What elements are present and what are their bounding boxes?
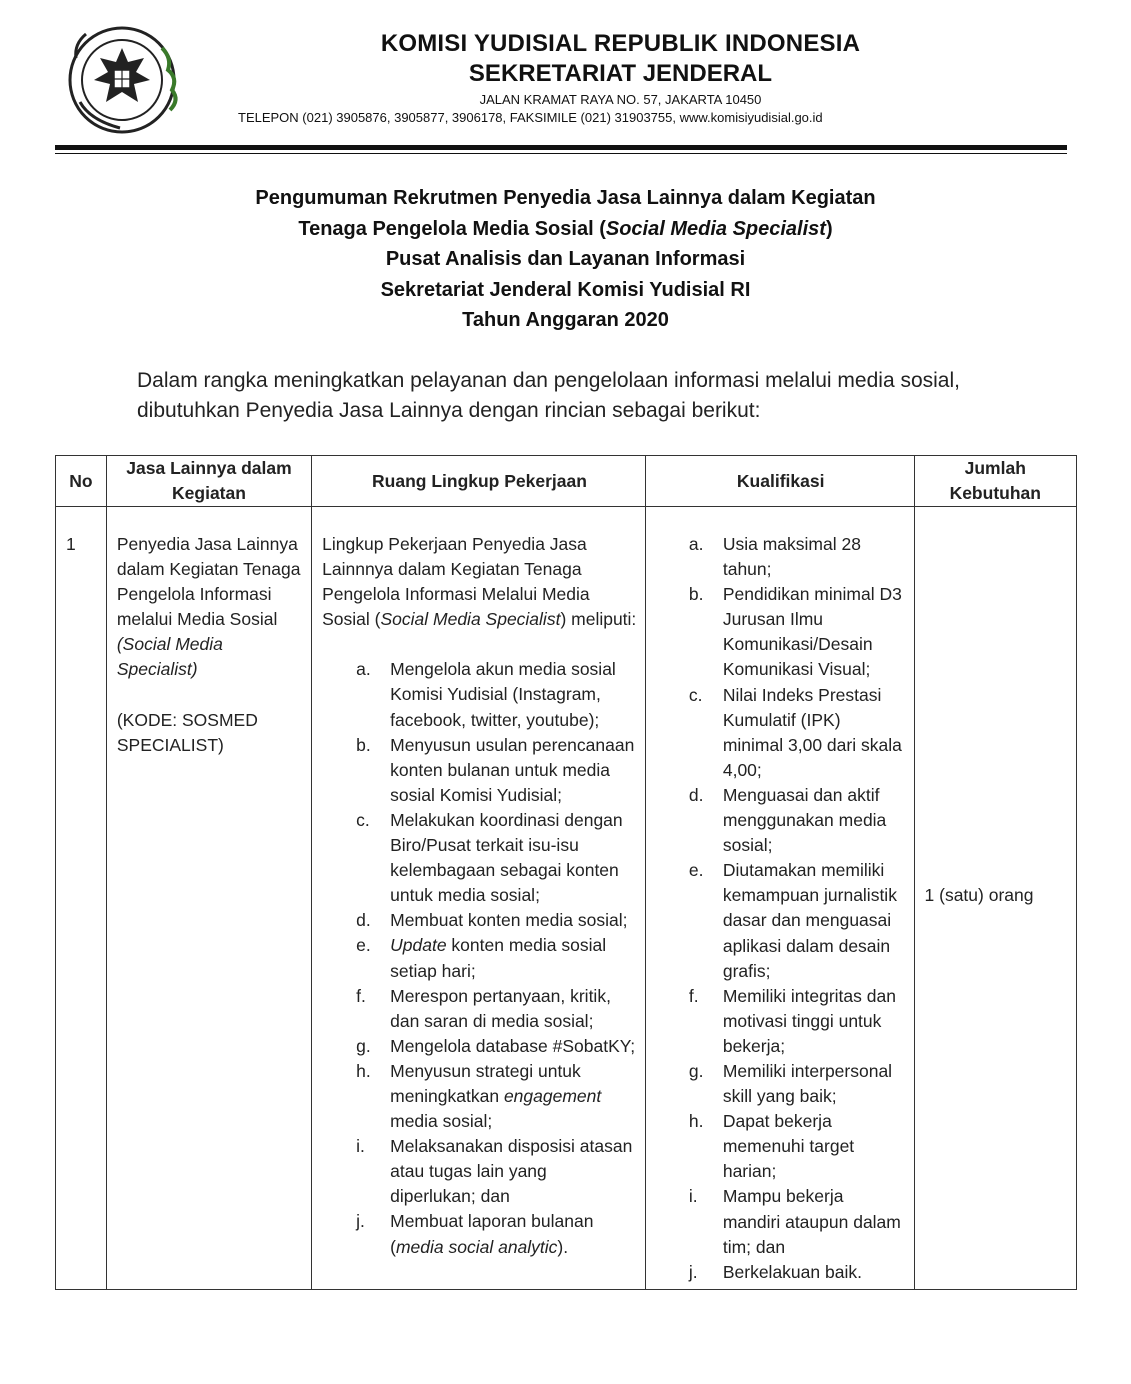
ruang-lingkup-list <box>322 657 637 1259</box>
list-marker: d. <box>356 910 371 931</box>
header-jumlah: Jumlah Kebutuhan <box>914 456 1076 507</box>
list-marker: i. <box>688 1186 698 1207</box>
header-kualifikasi: Kualifikasi <box>645 456 914 507</box>
title-line-5: Tahun Anggaran 2020 <box>462 309 669 331</box>
cell-jasa <box>106 507 311 1290</box>
list-item: g. Memiliki interpersonal skill yang baik; <box>688 1060 893 1107</box>
title-line-2: Tenaga Pengelola Media Sosial (Social Media Specialist) <box>298 217 833 240</box>
list-marker: b. <box>356 734 371 755</box>
list-item: g. Mengelola database #SobatKY; <box>322 1034 637 1059</box>
list-marker: j. <box>688 1261 698 1282</box>
list-marker: b. <box>688 584 704 605</box>
list-marker: a. <box>356 659 371 680</box>
list-item: a. Mengelola akun media sosial Komisi Yudisial (Instagram, facebook, twitter, youtube); <box>356 659 616 730</box>
header-no: No <box>56 456 107 507</box>
header-jasa: Jasa Lainnya dalam Kegiatan <box>106 456 311 507</box>
org-name: KOMISI YUDISIAL REPUBLIK INDONESIA <box>380 30 861 57</box>
jasa-italic: (Social Media Specialist) <box>116 634 223 680</box>
list-item: b. Menyusun usulan perencanaan konten bulanan untuk media sosial Komisi Yudisial; <box>356 734 635 805</box>
jasa-code: (KODE: SOSMED SPECIALIST) <box>116 709 258 755</box>
ruang-intro: Lingkup Pekerjaan Penyedia Jasa Lainnnya dalam Kegiatan Tenaga Pengelola Informasi Melalui Media Sosial (Social Media Specialist) meliputi: <box>322 534 637 630</box>
header-ruang-lingkup: Ruang Lingkup Pekerjaan <box>312 456 646 507</box>
document-title <box>0 183 1131 336</box>
requirements-table <box>55 455 1077 1290</box>
cell-no: 1 <box>56 507 107 1290</box>
kualifikasi-list <box>656 532 906 1285</box>
list-marker: d. <box>688 784 704 805</box>
intro-paragraph: Dalam rangka meningkatkan pelayanan dan pengelolaan informasi melalui media sosial, dibutuhkan Penyedia Jasa Lainnya dengan rincian sebagai berikut: <box>137 369 960 422</box>
list-marker: h. <box>356 1060 371 1081</box>
list-marker: e. <box>688 860 704 881</box>
list-item: i. Mampu bekerja mandiri ataupun dalam tim; dan <box>688 1186 901 1257</box>
list-item: b. Pendidikan minimal D3 Jurusan Ilmu Komunikasi/Desain Komunikasi Visual; <box>688 584 902 680</box>
contact-info: TELEPON (021) 3905876, 3905877, 3906178, FAKSIMILE (021) 31903755, www.komisiyudisial.go.id <box>238 110 823 125</box>
list-item: h. Menyusun strategi untuk meningkatkan engagement media sosial; <box>356 1060 602 1132</box>
list-marker: f. <box>356 985 366 1006</box>
unit-name: SEKRETARIAT JENDERAL <box>468 60 773 87</box>
list-marker: g. <box>688 1060 704 1081</box>
list-marker: h. <box>688 1111 704 1132</box>
jasa-description: Penyedia Jasa Lainnya dalam Kegiatan Tenaga Pengelola Informasi melalui Media Sosial <box>116 534 301 630</box>
cell-ruang-lingkup <box>312 507 646 1290</box>
list-item: a. Usia maksimal 28 tahun; <box>688 534 861 580</box>
header-rule-thick <box>55 145 1067 150</box>
list-marker: g. <box>356 1035 371 1056</box>
list-marker: e. <box>356 935 371 956</box>
list-item: f. Merespon pertanyaan, kritik, dan saran di media sosial; <box>356 985 611 1031</box>
address: JALAN KRAMAT RAYA NO. 57, JAKARTA 10450 <box>479 92 762 107</box>
list-item: j. Membuat laporan bulanan (media social analytic). <box>356 1211 594 1257</box>
list-marker: i. <box>356 1136 365 1157</box>
list-marker: f. <box>688 985 699 1006</box>
list-item: d. Menguasai dan aktif menggunakan media sosial; <box>688 784 887 856</box>
list-item: f. Memiliki integritas dan motivasi tinggi untuk bekerja; <box>688 985 896 1056</box>
list-marker: c. <box>688 684 703 705</box>
list-item: c. Nilai Indeks Prestasi Kumulatif (IPK) minimal 3,00 dari skala 4,00; <box>688 684 902 780</box>
list-item: e. Update konten media sosial setiap hari; <box>356 935 607 981</box>
table-header-row <box>56 456 1077 507</box>
header-rule-thin <box>55 153 1067 154</box>
cell-jumlah: 1 (satu) orang <box>914 507 1076 1290</box>
list-item: e. Diutamakan memiliki kemampuan jurnalistik dasar dan menguasai aplikasi dalam desain grafis; <box>688 860 897 981</box>
list-marker: c. <box>356 809 370 830</box>
list-item: i. Melaksanakan disposisi atasan atau tugas lain yang diperlukan; dan <box>356 1136 633 1207</box>
cell-kualifikasi <box>645 507 914 1290</box>
title-line-3: Pusat Analisis dan Layanan Informasi <box>385 248 746 270</box>
list-marker: a. <box>688 534 704 554</box>
title-line-1: Pengumuman Rekrutmen Penyedia Jasa Lainnya dalam Kegiatan <box>255 187 876 209</box>
list-item: j. Berkelakuan baik. <box>656 1260 906 1285</box>
list-item: h. Dapat bekerja memenuhi target harian; <box>688 1111 855 1182</box>
title-line-4: Sekretariat Jenderal Komisi Yudisial RI <box>380 278 751 301</box>
list-item: c. Melakukan koordinasi dengan Biro/Pusat terkait isu-isu kelembagaan sebagai konten untuk media sosial; <box>356 809 623 906</box>
list-item: d. Membuat konten media sosial; <box>322 908 637 933</box>
list-marker: j. <box>356 1211 365 1232</box>
table-row <box>56 507 1077 1290</box>
